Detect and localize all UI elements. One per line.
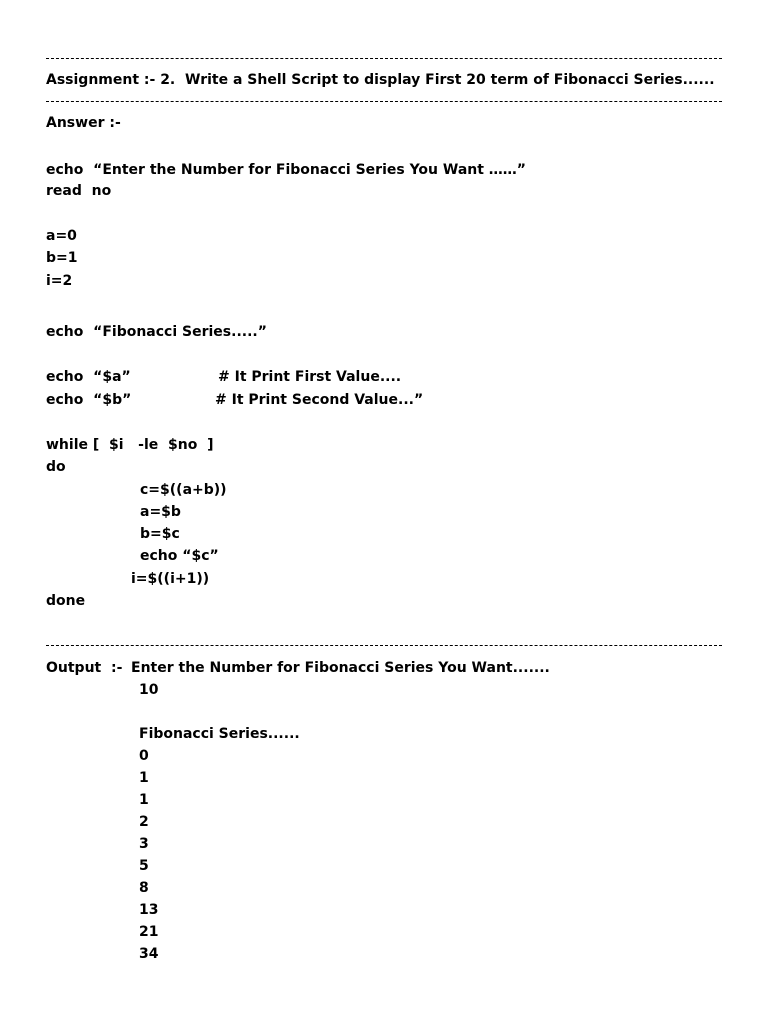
code-line-echo-prompt: echo “Enter the Number for Fibonacci Series You Want ……” <box>46 162 527 178</box>
code-line-done: done <box>46 593 86 609</box>
fibonacci-value: 2 <box>139 814 149 830</box>
fibonacci-value: 5 <box>139 858 149 874</box>
divider-top <box>46 58 722 59</box>
fibonacci-value: 21 <box>139 924 159 940</box>
code-line-do: do <box>46 459 66 475</box>
code-line-b-init: b=1 <box>46 250 78 266</box>
output-series-heading: Fibonacci Series...... <box>139 726 300 742</box>
fibonacci-value: 34 <box>139 946 159 962</box>
fibonacci-value: 0 <box>139 748 149 764</box>
divider-after-title <box>46 101 722 102</box>
code-line-a-assign: a=$b <box>140 504 181 520</box>
code-comment-second-value: # It Print Second Value...” <box>215 392 424 408</box>
code-line-echo-a: echo “$a” <box>46 369 131 385</box>
code-line-echo-b: echo “$b” <box>46 392 132 408</box>
output-label: Output :- <box>46 660 123 676</box>
assignment-title: Assignment :- 2. Write a Shell Script to display First 20 term of Fibonacci Series...... <box>46 72 715 88</box>
fibonacci-value: 1 <box>139 770 149 786</box>
code-line-i-increment: i=$((i+1)) <box>131 571 210 587</box>
fibonacci-value: 8 <box>139 880 149 896</box>
output-prompt: Enter the Number for Fibonacci Series You Want....... <box>131 660 550 676</box>
code-line-read: read no <box>46 183 112 199</box>
code-line-b-assign: b=$c <box>140 526 180 542</box>
code-line-a-init: a=0 <box>46 228 77 244</box>
code-comment-first-value: # It Print First Value.... <box>218 369 402 385</box>
code-line-c-calc: c=$((a+b)) <box>140 482 227 498</box>
code-line-echo-series: echo “Fibonacci Series.....” <box>46 324 267 340</box>
fibonacci-value: 1 <box>139 792 149 808</box>
divider-before-output <box>46 645 722 646</box>
code-line-while: while [ $i -le $no ] <box>46 437 214 453</box>
fibonacci-value: 13 <box>139 902 159 918</box>
output-input-value: 10 <box>139 682 159 698</box>
answer-heading: Answer :- <box>46 115 121 131</box>
code-line-i-init: i=2 <box>46 273 73 289</box>
fibonacci-value: 3 <box>139 836 149 852</box>
code-line-echo-c: echo “$c” <box>140 548 219 564</box>
